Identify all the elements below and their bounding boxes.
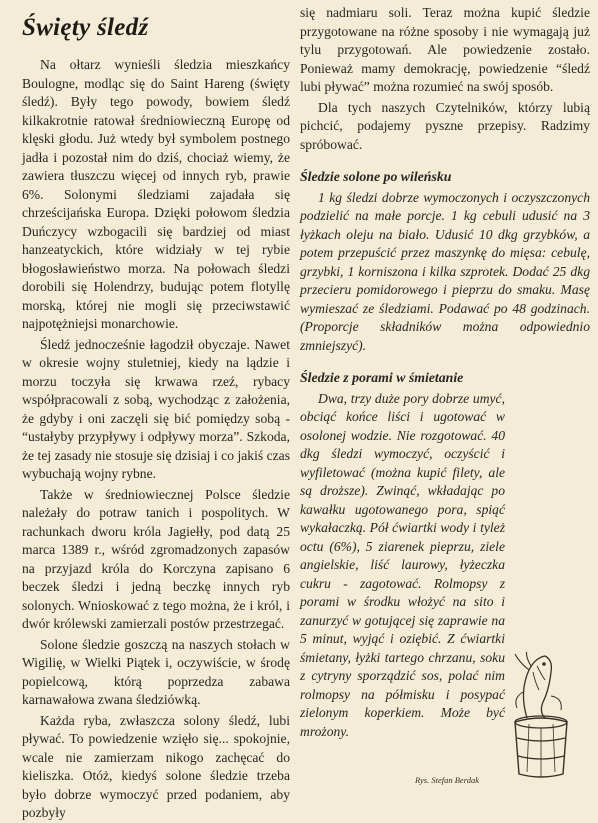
article-title: Święty śledź	[22, 14, 149, 41]
recipe-vilnius	[300, 168, 590, 355]
illustration-credit: Rys. Stefan Berdak	[415, 775, 479, 785]
paragraph: się nadmiaru soli. Teraz można kupić śledzie przygotowane na różne sposoby i nie wymagają już tylu przygotowań. Ale powiedzenie zostało. Ponieważ mamy demokrację, powiedzenie “śledź lubi pływać” można rozumieć na swój sposób.	[300, 5, 590, 94]
paragraph: Dla tych naszych Czytelników, którzy lubią pichcić, podajemy pyszne przepisy. Radzimy spróbować.	[300, 99, 590, 152]
recipe-text: Dwa, trzy duże pory dobrze umyć, obciąć końce liści i ugotować w osolonej wodzie. Nie rozgotować. 40 dkg śledzi wymoczyć, oczyścić i wyfiletować (można kupić filety, ale są droższe). Zwinąć, wkładając po kawałku ugotowanego pora, spiąć wykałaczką. Pół ćwiartki wody i tyleż octu (6%), 5 ziarenek pieprzu, ziele angielskie, liść laurowy, łyżeczka cukru - zagotować. Rolmopsy z porami w środku włożyć na sito i zanurzyć w gotującej się zaprawie na 5 minut, wyjąć i oziębić. Z ćwiartki śmietany, łyżki tartego chrzanu, soku z cytryny sporządzić sos, polać nim rolmopsy na półmisku i posypać zielonym koperkiem. Może być mrożony.	[300, 390, 505, 739]
recipe-text: 1 kg śledzi dobrze wymoczonych i oczyszczonych podzielić na małe porcje. 1 kg cebuli udusić na 3 łyżkach oleju na biało. Udusić 10 dkg grzybków, a potem przepuścić przez maszynkę do mięsa: cebulę, grzybki, 1 korniszona i kilka szprotek. Dodać 25 dkg przecieru pomidorowego i pieprzu do smaku. Masę wymieszać ze śledziami. Podawać po 48 godzinach. (Proporcje składników można odpowiednio zmniejszyć).	[300, 189, 590, 353]
left-column	[22, 14, 290, 823]
right-column	[300, 4, 590, 741]
recipe-title: Śledzie solone po wileńsku	[300, 169, 452, 184]
paragraph: Każda ryba, zwłaszcza solony śledź, lubi pływać. To powiedzenie wzięło się... spokojnie, wcale nie zamierzam nikogo zachęcać do kieliszka. Otóż, kiedyś solone śledzie trzeba było dobrze wymoczyć przed podaniem, aby pozbyły	[22, 712, 290, 820]
herring-barrel-illustration	[505, 652, 577, 780]
paragraph: Solone śledzie goszczą na naszych stołach w Wigilię, w Wielki Piątek i, oczywiście, w środę popielcową, którą poprzedza zabawa karnawałowa zwana śledziówką.	[22, 636, 290, 707]
paragraph: Na ołtarz wynieśli śledzia mieszkańcy Boulogne, modląc się do Saint Hareng (święty śledź). Były tego powody, bowiem śledź kilkakrotnie ratował średniowieczną Europę od klęski głodu. Już wtedy był symbolem postnego jadła i pozostał nim do dziś, chociaż wiemy, że zawiera tłuszczu więcej od innych ryb, prawie 6%. Solonymi śledziami zajadała się chrześcijańska Europa. Dzięki połowom śledzia Duńczycy wzbogacili się bardziej od miast hanzeatyckich, które widziały w tej rybie błogosławieństwo morza. Na połowach śledzi dorobili się Holendrzy, budując potem flotyllę morską, której nie mogli się przeciwstawić najpotężniejsi monarchowie.	[22, 57, 290, 331]
recipe-title: Śledzie z porami w śmietanie	[300, 370, 464, 385]
paragraph: Także w średniowiecznej Polsce śledzie należały do potraw tanich i pospolitych. W rachunkach dworu króla Jagiełły, pod datą 25 marca 1389 r., wśród zgromadzonych zapasów na przyjazd króla do Korczyna zapisano 6 beczek śledzi i jedną beczkę innych ryb solonych. Wnioskować z tego można, że i król, i dwór królewski zamierzali postów przestrzegać.	[22, 486, 290, 631]
recipe-leeks	[300, 369, 505, 741]
paragraph: Śledź jednocześnie łagodził obyczaje. Nawet w okresie wojny stuletniej, kiedy na lądzie i morzu toczyła się krwawa rzeź, rybacy współpracowali z sobą, wychodząc z założenia, że gdyby i oni zaczęli się bić pomiędzy sobą - “ustałyby przypływy i odpływy morza”. Szkoda, że tej zasady nie stosuje się dzisiaj i co jakiś czas wybuchają wojny rybne.	[22, 336, 290, 481]
